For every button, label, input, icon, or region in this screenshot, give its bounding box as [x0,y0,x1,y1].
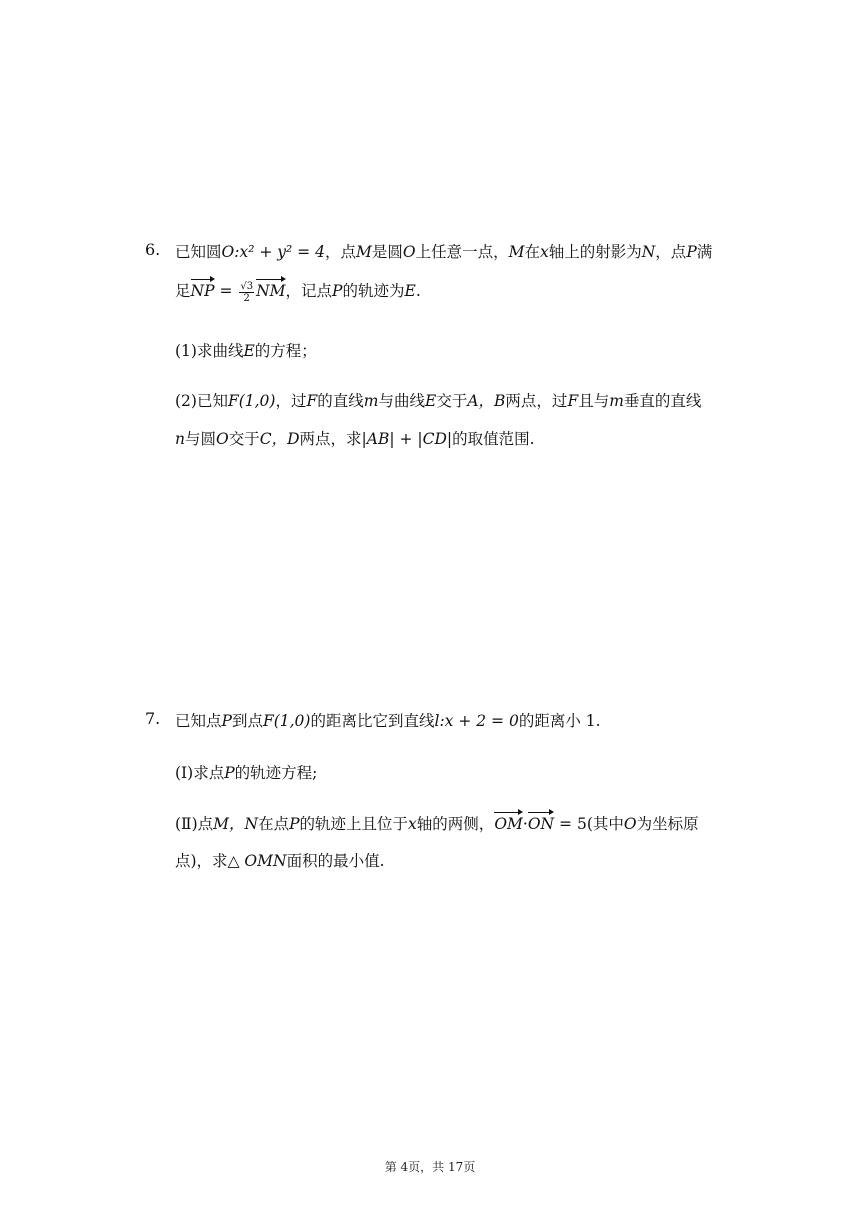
problem-7-question-2-line-2: 点)，求△ OMN面积的最小值. [175,852,385,870]
line-equation: l:x + 2 = 0 [434,712,519,730]
problem-6-question-2-line-2: n与圆O交于C，D两点，求|AB| + |CD|的取值范围. [175,430,535,448]
problem-number: 6. [145,240,161,259]
problem-6-line-2: 足NP = $\frac{√3}{2}$ NM，记点P的轨迹为E. [175,278,421,304]
problem-number: 7. [145,709,161,728]
vector-nm: NM [256,278,285,300]
abs-expression: |AB| + |CD| [361,430,453,448]
problem-7-question-2-line-1: (Ⅱ)点M，N在点P的轨迹上且位于x轴的两侧，OM·ON = 5(其中O为坐标原 [175,811,699,834]
problem-7-question-1: (Ⅰ)求点P的轨迹方程; [175,764,318,782]
problem-6-question-1: (1)求曲线E的方程； [175,342,317,360]
fraction-sqrt3-over-2: $\frac{√3}{2}$ [240,280,254,304]
circle-equation: :x² + y² = 4 [234,243,325,261]
problem-6-question-2-line-1: (2)已知F(1,0)，过F的直线m与曲线E交于A，B两点，过F且与m垂直的直线 [175,392,702,410]
page-footer: 第 4页，共 17页 [384,1160,476,1174]
problem-6-line-1: 已知圆O:x² + y² = 4，点M是圆O上任意一点，M在x轴上的射影为N，点P满 [175,243,713,261]
vector-om: OM [494,811,523,833]
triangle-symbol: △ [227,852,240,870]
problem-7-line-1: 已知点P到点F(1,0)的距离比它到直线l:x + 2 = 0的距离小 1. [175,712,601,730]
vector-on: ON [528,811,554,833]
vector-np: NP [191,278,215,300]
